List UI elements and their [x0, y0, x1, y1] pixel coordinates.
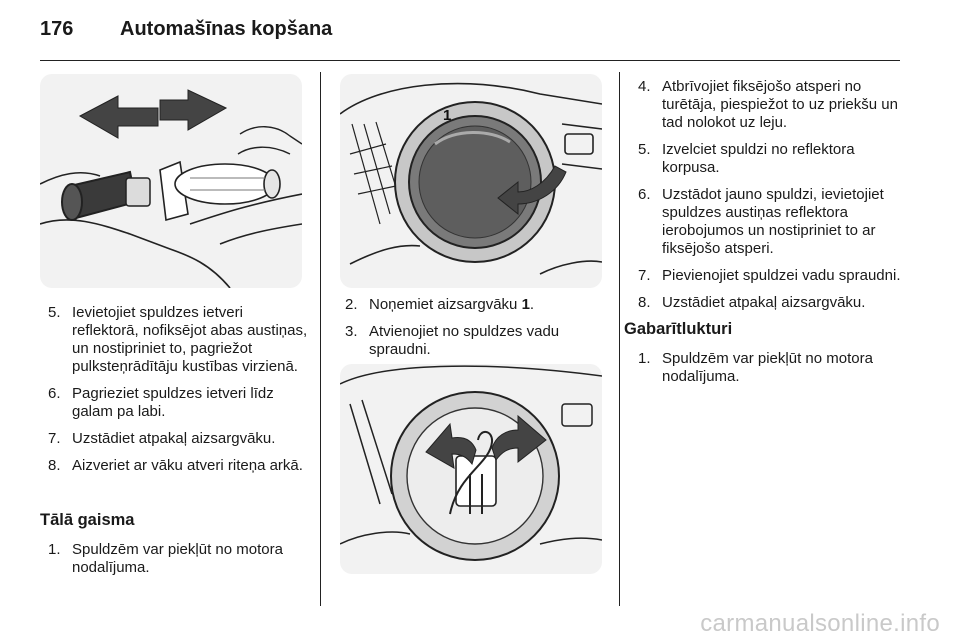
step-text: Aizveriet ar vāku atveri riteņa arkā. — [72, 457, 303, 474]
bulb-socket-illustration — [40, 74, 302, 288]
column-divider-1 — [320, 72, 321, 606]
step-text: Atvienojiet no spuldzes vadu spraudni. — [369, 323, 560, 358]
bulb-clip-illustration — [340, 364, 602, 574]
column-2-steps — [345, 296, 607, 368]
list-item — [638, 78, 904, 132]
list-item — [638, 267, 904, 285]
page-header — [40, 18, 910, 62]
step-number: 1. — [48, 541, 61, 558]
column-3-steps — [638, 78, 904, 321]
list-item — [638, 294, 904, 312]
step-text: Noņemiet aizsargvāku — [369, 296, 522, 313]
step-text: Spuldzēm var piekļūt no motora nodalījuma. — [662, 350, 873, 385]
list-item — [48, 541, 310, 577]
step-text: Atbrīvojiet fiksējošo atsperi no turētāja, piespiežot to uz priekšu un tad nolokot uz leju. — [662, 78, 898, 131]
page-title: Automašīnas kopšana — [120, 18, 333, 40]
list-item — [638, 141, 904, 177]
step-number: 4. — [638, 78, 651, 95]
step-text: Pagrieziet spuldzes ietveri līdz galam pa labi. — [72, 385, 274, 420]
section-heading-high-beam: Tālā gaisma — [40, 511, 135, 529]
step-text: Pievienojiet spuldzei vadu spraudni. — [662, 267, 901, 284]
step-number: 8. — [48, 457, 61, 474]
step-number: 2. — [345, 296, 358, 313]
step-number: 6. — [48, 385, 61, 402]
step-number: 6. — [638, 186, 651, 203]
section-heading-parking-lights: Gabarītlukturi — [624, 320, 733, 338]
step-text: Izvelciet spuldzi no reflektora korpusa. — [662, 141, 855, 176]
list-item — [345, 323, 607, 359]
callout-label: 1 — [443, 107, 452, 124]
list-item — [48, 430, 310, 448]
arrow-right-icon — [160, 90, 226, 130]
step-text: Uzstādiet atpakaļ aizsargvāku. — [72, 430, 276, 447]
column-3-section-steps — [638, 350, 904, 395]
arrow-left-icon — [80, 96, 158, 138]
step-text: Uzstādiet atpakaļ aizsargvāku. — [662, 294, 866, 311]
step-text: Uzstādot jauno spuldzi, ievietojiet spuldzes austiņas reflektora ierobojumos un nostipriniet to ar fiksējošo atsperi. — [662, 186, 884, 257]
step-number: 5. — [638, 141, 651, 158]
step-number: 1. — [638, 350, 651, 367]
step-text: Spuldzēm var piekļūt no motora nodalījuma. — [72, 541, 283, 576]
step-number: 7. — [638, 267, 651, 284]
list-item — [638, 186, 904, 258]
header-divider — [40, 60, 900, 61]
step-text-end: . — [529, 296, 535, 313]
step-number: 7. — [48, 430, 61, 447]
step-number: 8. — [638, 294, 651, 311]
watermark: carmanualsonline.info — [700, 610, 940, 637]
column-divider-2 — [619, 72, 620, 606]
list-item — [345, 296, 607, 314]
list-item — [48, 304, 310, 376]
step-number: 3. — [345, 323, 358, 340]
step-number: 5. — [48, 304, 61, 321]
list-item — [638, 350, 904, 386]
list-item — [48, 457, 310, 475]
step-emphasis: 1 — [521, 296, 530, 313]
column-1-steps — [48, 304, 310, 484]
page-number: 176 — [40, 18, 74, 40]
column-1-section-steps — [48, 541, 310, 586]
headlamp-cover-illustration — [340, 74, 602, 288]
list-item — [48, 385, 310, 421]
step-text: Ievietojiet spuldzes ietveri reflektorā, nofiksējot abas austiņas, un nostipriniet to, pagriežot pulksteņrādītāju kustības virzienā. — [72, 304, 308, 375]
